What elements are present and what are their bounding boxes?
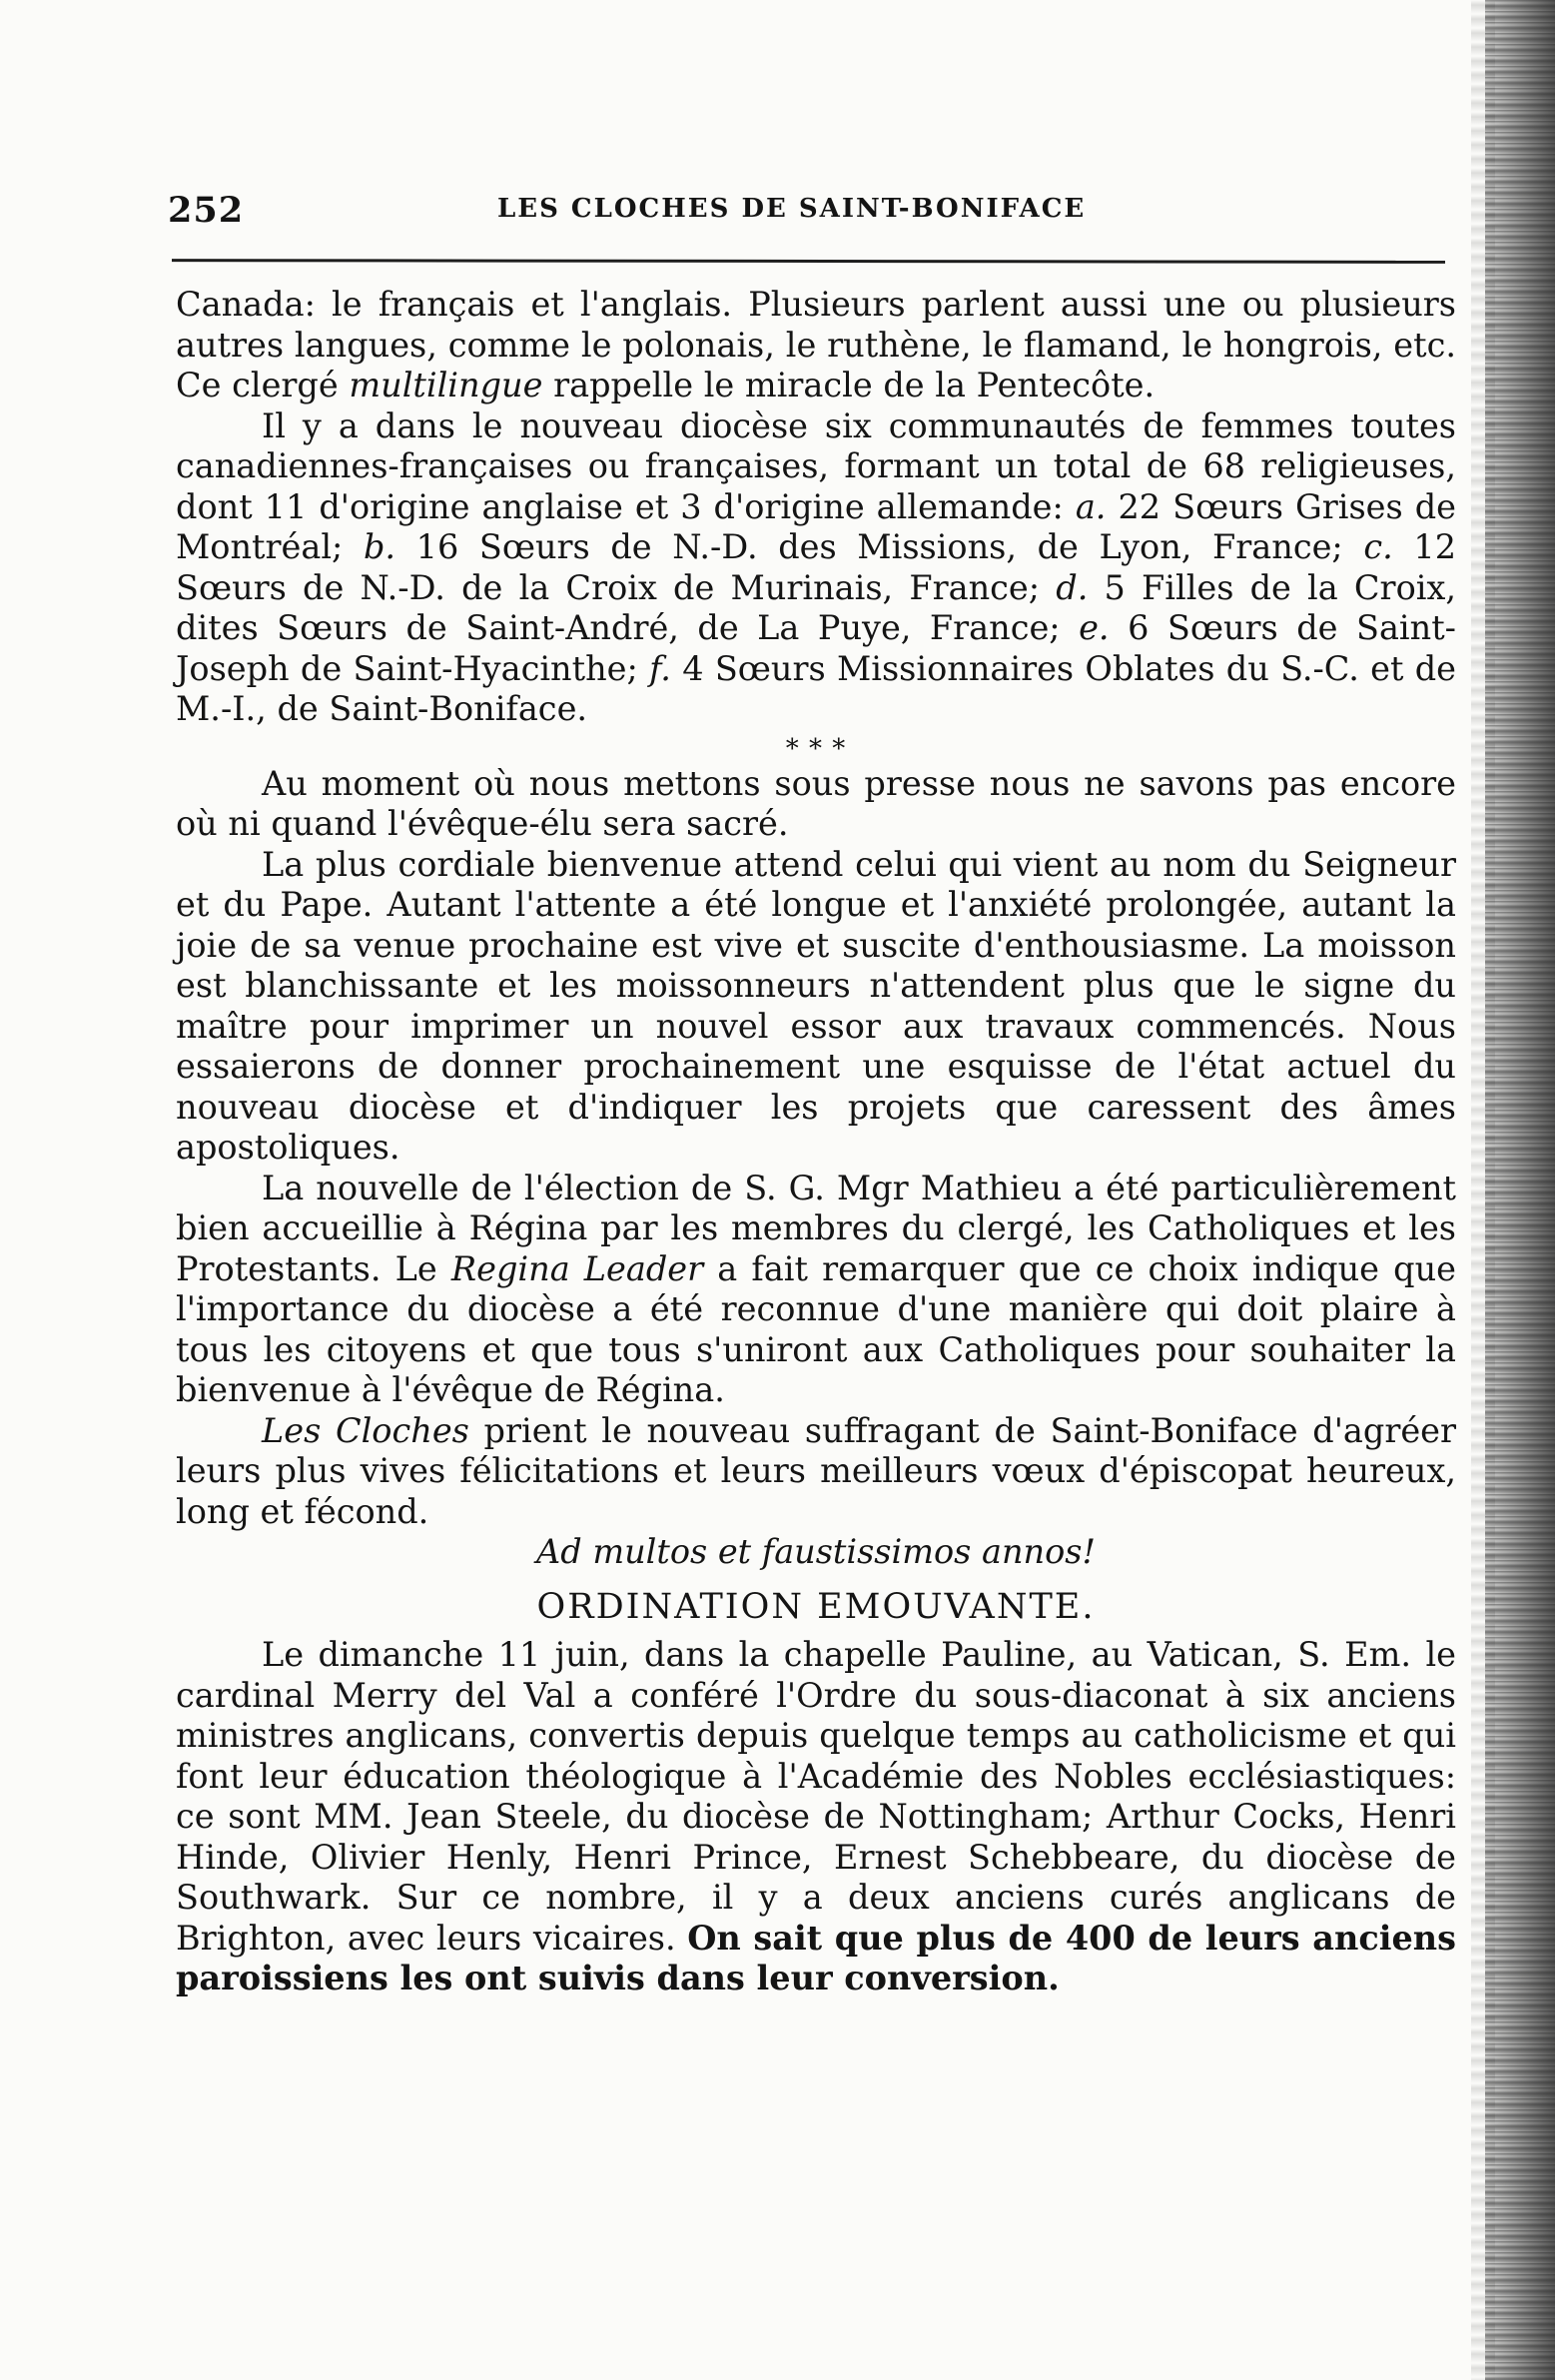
header-rule [172,259,1445,264]
paragraph-text: a fait remarquer que ce choix indique que l'importance du diocèse a été reconnue d'une manière qui doit plaire à tous les citoyens et que tous s'uniront aux Catholiques pour souhaiter la bienvenue à l'évêque de Régina. [176,1248,1456,1409]
list-item: 4 Sœurs Missionnaires Oblates du S.-C. et de M.-I., de Saint-Boniface. [176,648,1456,728]
list-marker: d. [1056,567,1089,607]
paragraph-text: Il y a dans le nouveau diocèse six communautés de femmes toutes canadiennes-françaises ou françaises, formant un total de 68 religieuses, dont 11 d'origine anglaise et 3 d'origine allemande: [176,405,1456,526]
closing-wish: Ad multos et faustissimos annos! [536,1532,1096,1571]
paragraph-communities [176,406,1456,730]
paragraph-text: La nouvelle de l'élection de S. G. Mgr Mathieu a été particulièrement bien accueillie à Régina par les membres du clergé, les Catholiques et les Protestants. Le [176,1168,1456,1288]
paragraph-text: prient le nouveau suffragant de Saint-Boniface d'agréer leurs plus vives félicitations et leurs meilleurs vœux d'épiscopat heureux, long et fécond. [176,1410,1457,1531]
list-marker: a. [1075,486,1107,526]
paragraph-text: rappelle le miracle de la Pentecôte. [553,366,1156,404]
newspaper-title: Regina Leader [450,1248,704,1288]
paragraph-text: Canada: le français et l'anglais. Plusieurs parlent aussi une ou plusieurs autres langues, comme le polonais, le ruthène, le flamand, le hongrois, etc. Ce clergé [176,285,1456,404]
scan-edge-texture [1471,0,1495,2380]
list-marker: e. [1079,608,1110,647]
section-title: ORDINATION EMOUVANTE. [536,1586,1096,1627]
paragraph-consecration: Au moment où nous mettons sous presse nous ne savons pas encore où ni quand l'évêque-élu sera sacré. [176,763,1456,843]
list-item: 12 Sœurs de N.-D. de la Croix de Murinais, France; [176,527,1457,607]
publication-title: Les Cloches [262,1410,469,1450]
list-marker: f. [649,648,671,688]
italic-term: multilingue [349,366,543,404]
paragraph-clergy-languages [176,285,1456,406]
list-marker: b. [363,527,396,566]
list-item: 6 Sœurs de Saint-Joseph de Saint-Hyacinthe; [176,608,1456,688]
paragraph-congratulations [176,1411,1456,1533]
paragraph-bold-text: On sait que plus de 400 de leurs anciens paroissiens les ont suivis dans leur conversion. [176,1918,1456,1997]
list-item: 16 Sœurs de N.-D. des Missions, de Lyon, France; [415,527,1343,566]
paragraph-text: Le dimanche 11 juin, dans la chapelle Pauline, au Vatican, S. Em. le cardinal Merry del Val a conféré l'Ordre du sous-diaconat à six anciens ministres anglicans, convertis depuis quelque temps au catholicisme et qui font leur éducation théologique à l'Académie des Nobles ecclésiastiques: ce sont MM. Jean Steele, du diocèse de Nottingham; Arthur Cocks, Henri Hinde, Olivier Henly, Henri Prince, Ernest Schebbeare, du diocèse de Southwark. Sur ce nombre, il y a deux anciens curés anglicans de Brighton, avec leurs vicaires. [176,1635,1456,1958]
running-title: LES CLOCHES DE SAINT-BONIFACE [497,194,1087,224]
list-marker: c. [1363,527,1393,566]
scan-edge-shadow [1485,0,1555,2380]
paragraph-election-news [176,1169,1456,1411]
list-item: 22 Sœurs Grises de Montréal; [176,486,1456,566]
paragraph-welcome: La plus cordiale bienvenue attend celui qui vient au nom du Seigneur et du Pape. Autant l'attente a été longue et l'anxiété prolongée, autant la joie de sa venue prochaine est vive et suscite d'enthousiasme. La moisson est blanchissante et les moissonneurs n'attendent plus que le signe du maître pour imprimer un nouvel essor aux travaux commencés. Nous essaierons de donner prochainement une esquisse de l'état actuel du nouveau diocèse et d'indiquer les projets que caressent des âmes apostoliques. [176,844,1456,1167]
section-separator-stars: * * * [785,733,847,764]
list-item: 5 Filles de la Croix, dites Sœurs de Saint-André, de La Puye, France; [176,567,1456,647]
body-text [176,285,1456,1999]
paragraph-ordination [176,1635,1456,1999]
page-number: 252 [168,190,245,231]
page-header [168,190,1446,240]
